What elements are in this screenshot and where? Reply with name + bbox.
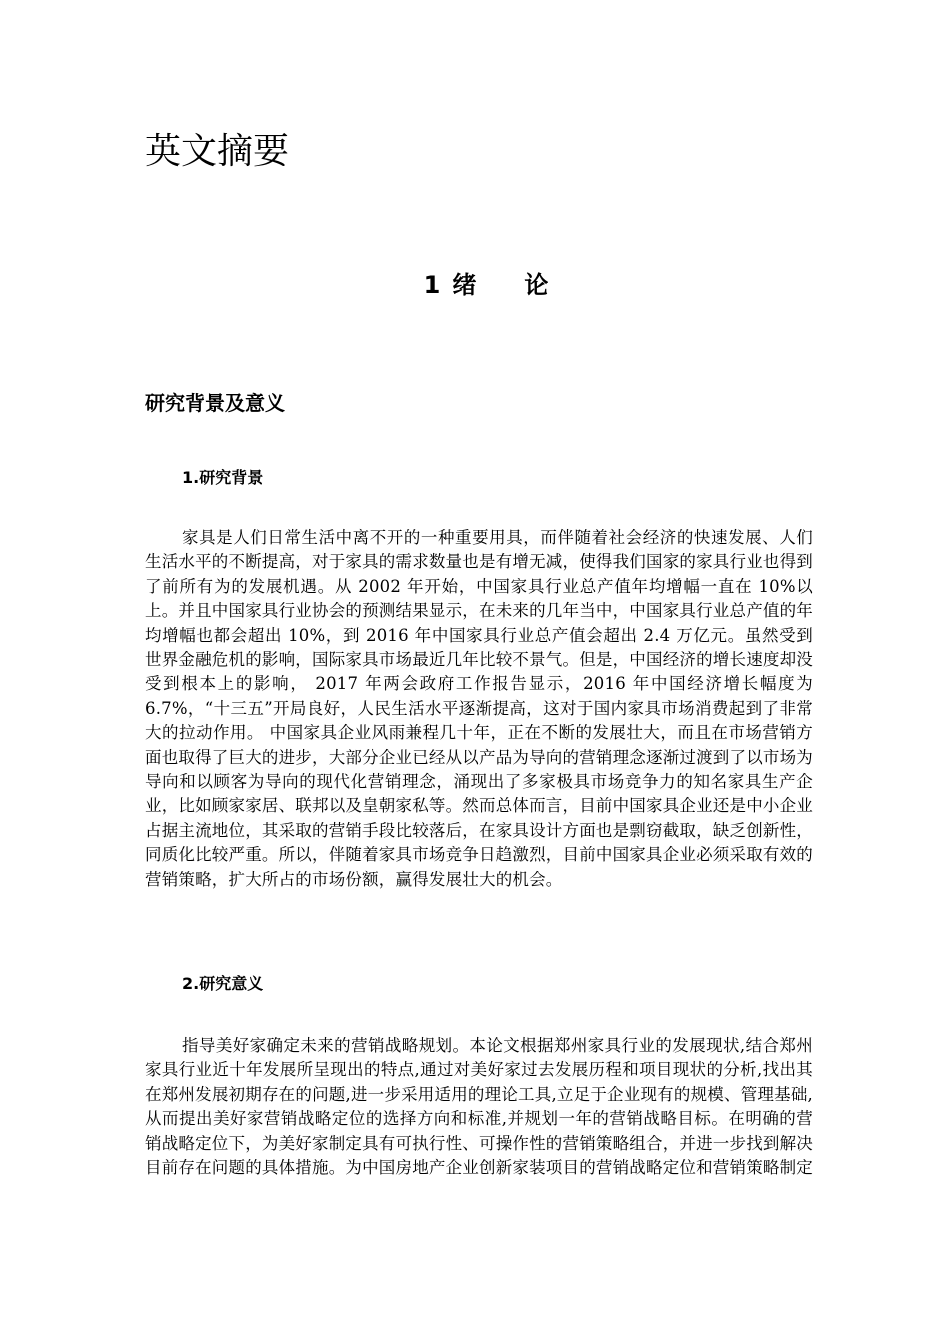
chapter-number: 1 bbox=[423, 271, 441, 299]
paragraph-background: 家具是人们日常生活中离不开的一种重要用具，而伴随着社会经济的快速发展、人们生活水平的不断提高，对于家具的需求数量也是有增无减，使得我们国家的家具行业也得到了前所有为的发展机遇。从 2002 年开始，中国家具行业总产值年均增幅一直在 10%以上。并且中国家具行业协会的预测结果显示，在未来的几年当中，中国家具行业总产值的年均增幅也都会超出 10%，到 2016 年中国家具行业总产值会超出 2.4 万亿元。虽然受到世界金融危机的影响，国际家具市场最近几年比较不景气。但是，中国经济的增长速度却没受到根本上的影响， 2017 年两会政府工作报告显示，2016 年中国经济增长幅度为 6.7%，“十三五”开局良好，人民生活水平逐渐提高，这对于国内家具市场消费起到了非常大的拉动作用。 中国家具企业风雨兼程几十年，正在不断的发展壮大，而且在市场营销方面也取得了巨大的进步，大部分企业已经从以产品为导向的营销理念逐渐过渡到了以市场为导向和以顾客为导向的现代化营销理念，涌现出了多家极具市场竞争力的知名家具生产企业，比如顾家家居、联邦以及皇朝家私等。然而总体而言，目前中国家具企业还是中小企业占据主流地位，其采取的营销手段比较落后，在家具设计方面也是剽窃截取，缺乏创新性，同质化比较严重。所以，伴随着家具市场竞争日趋激烈，目前中国家具企业必须采取有效的营销策略，扩大所占的市场份额，赢得发展壮大的机会。 bbox=[145, 528, 813, 889]
paragraph-significance: 指导美好家确定未来的营销战略规划。本论文根据郑州家具行业的发展现状,结合郑州家具行业近十年发展所呈现出的特点,通过对美好家过去发展历程和项目现状的分析,找出其在郑州发展初期存在的问题,进一步采用适用的理论工具,立足于企业现有的规模、管理基础,从而提出美好家营销战略定位的选择方向和标准,并规划一年的营销战略目标。在明确的营销战略定位下，为美好家制定具有可执行性、可操作性的营销策略组合，并进一步找到解决目前存在问题的具体措施。为中国房地产企业创新家装项目的营销战略定位和营销策略制定 bbox=[145, 1036, 813, 1178]
section-title: 研究背景及意义 bbox=[145, 391, 285, 415]
chapter-title-char-2: 论 bbox=[524, 271, 549, 299]
subsection-title-background: 1.研究背景 bbox=[182, 468, 264, 487]
chapter-title-char-1: 绪 bbox=[452, 271, 477, 299]
english-abstract-heading: 英文摘要 bbox=[145, 131, 290, 172]
chapter-title bbox=[0, 268, 950, 302]
subsection-title-significance: 2.研究意义 bbox=[182, 974, 264, 993]
